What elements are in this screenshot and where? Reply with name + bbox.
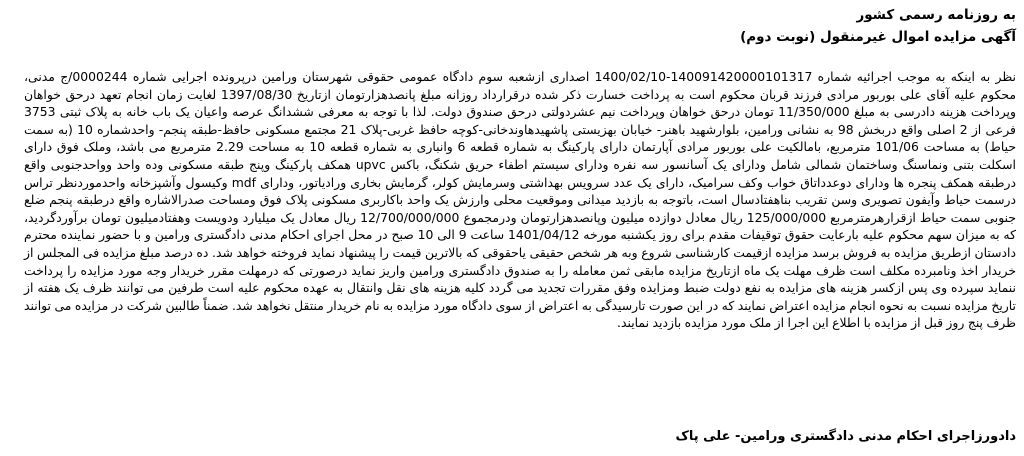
signature: دادورزاجرای احکام مدنی دادگستری ورامین- علی پاک — [675, 429, 1016, 444]
auction-notice — [16, 0, 1024, 456]
notice-title: آگهی مزایده اموال غیرمنقول (نوبت دوم) — [740, 29, 1016, 45]
notice-body: نظر به اینکه به موجب اجرائیه شماره 140091420000101317-1400/02/10 اصداری ازشعبه سوم دادگاه عمومی حقوقی شهرستان ورامین درپرونده اجرایی شماره 0000244/ج مدنی، محکوم علیه آقای علی بوربور مرادی فرزند قربان محکوم است به پرداخت خسارت ذکر شده درقرارداد روزانه مبلغ پانصدهزارتومان ازتاریخ 1397/08/30 لغایت زمان انجام تعهد درحق خواهان وپرداخت هزینه دادرسی به مبلغ 11/350/000 تومان درحق خواهان وپرداخت نیم عشردولتی درحق صندوق دولت. لذا با توجه به معرفی ششدانگ عرصه واعیان یک باب خانه به پلاک ثبتی 3753 فرعی از 2 اصلی واقع دربخش 98 به نشانی ورامین، بلوارشهید باهنر- خیابان بهزیستی پاشهیدهاوندخانی-کوچه حافظ غربی-پلاک 21 مجتمع مسکونی حافظ-طبقه پنجم- واحدشماره 10 (به سمت حیاط) به مساحت 101/06 مترمربع، بامالکیت علی بوربور مرادی آپارتمان دارای پارکینگ به شماره قطعه 6 وانباری به شماره قطعه 10 به مساحت 2.29 مترمربع می باشد، وملک فوق دارای اسکلت بتنی ونماسنگ وساختمان شمالی شامل ودارای یک آسانسور سه نفره ودارای سیستم اطفاء حریق شکنگ، باکس upvc همکف پارکینگ وپنج طبقه مسکونی وده واحد وواحدجنوبی واقع درطبقه همکف پنجره ها ودارای دوعدداتاق خواب وکف سرامیک، دارای یک عدد سرویس بهداشتی وسرمایش کولر، گرمایش بخاری ورادیاتور، ودارای mdf وکیسول وآشپزخانه واحدموردنظر تراس درسمت حیاط وآیفون تصویری وسن تقریب بناهفتادسال است، باتوجه به بازدید میدانی وموقعیت محلی وارزش یک واحد باکاربری مسکونی پلاک فوق ومساحت صدرالاشاره واقع درطبقه پنجم ضلع جنوبی سمت حیاط ازقرارهرمترمربع 125/000/000 ریال معادل دوازده میلیون وپانصدهزارتومان ودرمجموع 12/700/000/000 ریال معادل یک میلیارد ودویست وهفتادمیلیون تومان برآوردگردید، که به میزان سهم محکوم علیه بارعایت حقوق توقیفات مقدم برای روز یکشنبه مورخه 1401/04/12 ساعت 9 الی 10 صبح در محل اجرای احکام مدنی دادگستری ورامین و با حضور نماینده محترم دادستان ازطریق مزایده به فروش برسد مزایده ازقیمت کارشناسی شروع وبه هر شخص حقیقی یاحقوقی که بالاترین قیمت را پیشنهاد نماید فروخته خواهد شد. ده درصد مبلغ مزایده فی المجلس از خریدار اخذ ونامبرده مکلف است ظرف مهلت یک ماه ازتاریخ مزایده مابقی ثمن معامله را به صندوق دادگستری ورامین واریز نماید درصورتی که درمهلت مقرر خریدار وجه مورد مزایده را پرداخت ننماید سپرده وی پس ازکسر هزینه های مزایده به نفع دولت ضبط ومزایده وفق مقررات تجدید می گردد کلیه هزینه های نقل وانتقال به عهده محکوم علیه است طرفین می توانند ظرف یک هفته از تاریخ مزایده نسبت به نحوه انجام مزایده اعتراض نمایند که در این صورت تارسیدگی به اعتراض از سوی دادگاه مورد مزایده به نام خریدار منتقل نخواهد شد. ضمناً طالبین شرکت در مزایده می توانند ظرف پنج روز قبل از مزایده با اطلاع این اجرا از ملک مورد مزایده بازدید نمایند. — [24, 69, 1017, 331]
newspaper-title: به روزنامه رسمی کشور — [856, 7, 1016, 23]
